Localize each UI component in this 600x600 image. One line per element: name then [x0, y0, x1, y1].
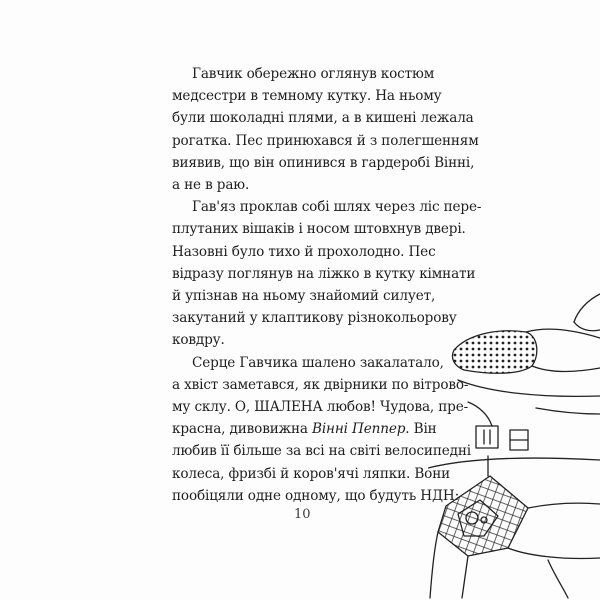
text-line: любив її більше за всі на світі велосипедні — [172, 443, 471, 460]
text-line: колеса, фризбі й коров'ячі ляпки. Вони — [172, 465, 451, 482]
italic-name: Вінні Пеппер — [312, 421, 406, 438]
quilt-bed-illustration — [428, 280, 600, 600]
text-line: медсестри в темному кутку. На ньому — [172, 88, 442, 105]
text-line: рогатка. Пес принюхався й з полегшенням — [172, 132, 479, 149]
text-line: Назовні було тихо й прохолодно. Пес — [172, 243, 436, 260]
paragraph-1 — [172, 63, 479, 196]
text-line: ковдру. — [172, 332, 225, 349]
text-segment: красна, дивовижна — [172, 421, 312, 438]
text-line: му склу. О, ШАЛЕНА любов! Чудова, пре- — [172, 399, 469, 416]
paragraph-2 — [172, 196, 482, 351]
text-line: пообіцяли одне одному, що будуть НДН: — [172, 487, 460, 504]
text-line: плутаних вішаків і носом штовхнув двері. — [172, 221, 466, 238]
text-line: були шоколадні плями, а в кишені лежала — [172, 110, 474, 127]
text-line: а хвіст заметався, як двірники по вітрово- — [172, 376, 469, 393]
text-line: Гавчик обережно оглянув костюм — [192, 66, 435, 82]
body-text — [172, 63, 482, 507]
text-line: закутаний у клаптикову різнокольорову — [172, 310, 457, 327]
text-segment: . Він — [405, 421, 437, 438]
text-line: Серце Гавчика шалено закалатало, — [192, 354, 444, 371]
text-line: Гав'яз проклав собі шлях через ліс пере- — [192, 199, 482, 216]
paragraph-3 — [172, 352, 471, 507]
page-number: 10 — [294, 507, 311, 522]
text-line: відразу поглянув на ліжко в кутку кімнати — [172, 265, 476, 282]
text-line-with-italic — [172, 418, 440, 440]
text-line: й упізнав на ньому знайомий силует, — [172, 288, 436, 305]
text-line: виявив, що він опинився в гардеробі Вінні, — [172, 154, 475, 171]
text-line: а не в раю. — [172, 177, 250, 194]
